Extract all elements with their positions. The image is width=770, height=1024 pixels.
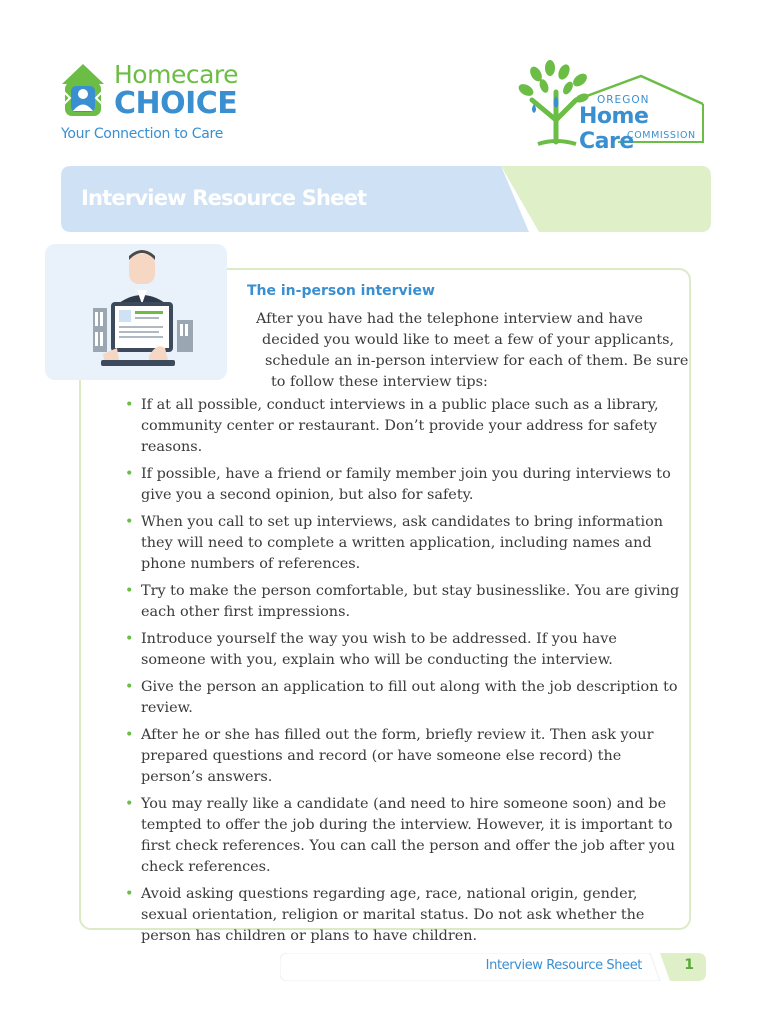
list-item bbox=[125, 677, 685, 719]
list-item bbox=[125, 794, 685, 878]
logo-home-care: Home Care bbox=[579, 104, 649, 154]
list-item-text: Introduce yourself the way you wish to be addressed. If you have someone with you, explain who will be conducting the interview. bbox=[141, 631, 617, 668]
bullet-icon: • bbox=[125, 727, 134, 743]
intro-line: to follow these interview tips: bbox=[271, 374, 488, 390]
list-item-text: Try to make the person comfortable, but stay businesslike. You are giving each other first impressions. bbox=[141, 583, 680, 620]
page-number: 1 bbox=[684, 957, 694, 973]
list-item-text: Avoid asking questions regarding age, race, national origin, gender, sexual orientation, religion or marital status. Do not ask whether the person has children or plans to have children. bbox=[141, 886, 645, 944]
logo-oregon: OREGON bbox=[597, 94, 650, 106]
oregon-home-care-commission-logo bbox=[518, 60, 710, 155]
bullet-icon: • bbox=[125, 514, 134, 530]
bullet-icon: • bbox=[125, 397, 134, 413]
list-item bbox=[125, 884, 685, 947]
intro-paragraph bbox=[0, 309, 770, 393]
list-item-text: Give the person an application to fill out along with the job description to review. bbox=[141, 679, 678, 716]
logo-tagline: Your Connection to Care bbox=[61, 126, 224, 142]
list-item-text: When you call to set up interviews, ask candidates to bring information they will need to complete a written application, including names and phone numbers of references. bbox=[141, 514, 664, 572]
page-footer bbox=[280, 953, 706, 981]
list-item-text: After he or she has filled out the form, briefly review it. Then ask your prepared questions and record (or have someone else record) the person’s answers. bbox=[141, 727, 654, 785]
interview-tips-list bbox=[125, 395, 685, 953]
logo-word-choice: CHOICE bbox=[114, 86, 238, 121]
logo-word-homecare: Homecare bbox=[114, 60, 239, 89]
bullet-icon: • bbox=[125, 796, 134, 812]
homecare-choice-logo-icon bbox=[60, 62, 106, 118]
bullet-icon: • bbox=[125, 886, 134, 902]
list-item bbox=[125, 725, 685, 788]
page-title: Interview Resource Sheet bbox=[81, 186, 367, 210]
bullet-icon: • bbox=[125, 583, 134, 599]
bullet-icon: • bbox=[125, 679, 134, 695]
list-item bbox=[125, 512, 685, 575]
footer-label: Interview Resource Sheet bbox=[485, 958, 642, 973]
list-item-text: If at all possible, conduct interviews in a public place such as a library, community center or restaurant. Don’t provide your address for safety reasons. bbox=[141, 397, 659, 455]
list-item bbox=[125, 395, 685, 458]
list-item bbox=[125, 581, 685, 623]
list-item bbox=[125, 629, 685, 671]
list-item-text: If possible, have a friend or family member join you during interviews to give you a second opinion, but also for safety. bbox=[141, 466, 671, 503]
intro-line: schedule an in-person interview for each of them. Be sure bbox=[265, 353, 689, 369]
intro-line: After you have had the telephone interview and have bbox=[256, 311, 643, 327]
list-item-text: You may really like a candidate (and need to hire someone soon) and be tempted to offer the job during the interview. However, it is important to first check references. You can call the person and offer the job after you check references. bbox=[141, 796, 675, 875]
list-item bbox=[125, 464, 685, 506]
bullet-icon: • bbox=[125, 466, 134, 482]
section-heading: The in-person interview bbox=[247, 283, 435, 299]
logo-commission: COMMISSION bbox=[627, 130, 696, 141]
intro-line: decided you would like to meet a few of your applicants, bbox=[262, 332, 675, 348]
bullet-icon: • bbox=[125, 631, 134, 647]
homecare-choice-logo bbox=[60, 60, 260, 150]
